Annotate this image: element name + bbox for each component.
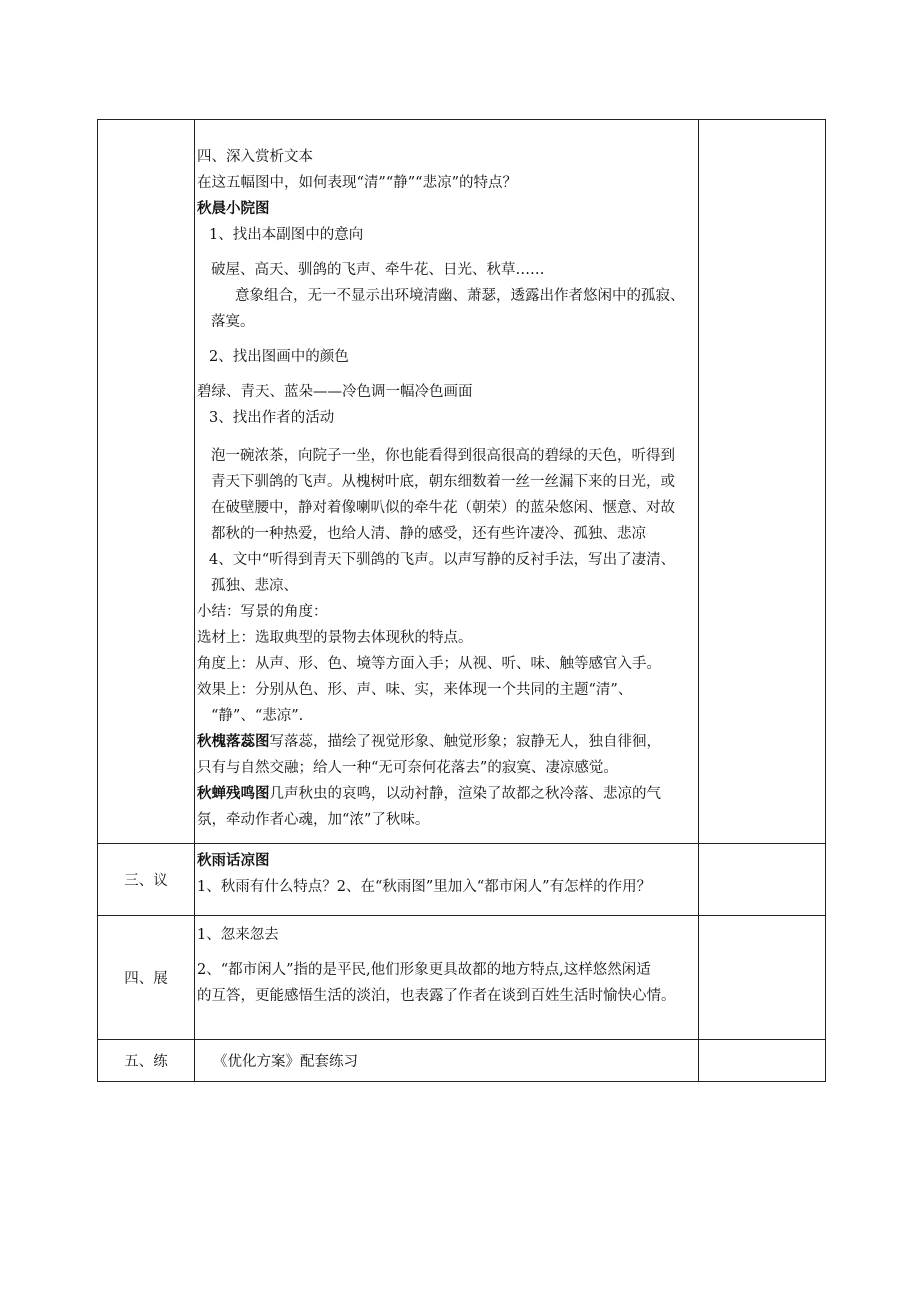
guiding-question: 在这五幅图中，如何表现“清”“静”“悲凉”的特点？ xyxy=(197,175,517,191)
notes-cell xyxy=(699,1040,826,1082)
summary-line: 选材上：选取典型的景物去体现秋的特点。 xyxy=(197,630,473,646)
content-cell xyxy=(195,844,699,916)
body-line: 意象组合，无一不显示出环境清幽、萧瑟，透露出作者悠闲中的孤寂、 xyxy=(235,288,685,304)
stage-label: 三、议 xyxy=(98,844,195,916)
body-line: 4、文中“听得到青天下驯鸽的飞声。以声写静的反衬手法，写出了凄清、 xyxy=(209,552,676,568)
answer-line: 1、忽来忽去 xyxy=(197,927,279,943)
section-heading: 四、深入赏析文本 xyxy=(197,149,313,165)
task-line: 3、找出作者的活动 xyxy=(209,410,335,426)
table-row xyxy=(98,916,826,1040)
summary-line: “静”、“悲凉”. xyxy=(211,708,304,724)
lesson-plan-table xyxy=(97,119,826,1082)
subheading: 秋晨小院图 xyxy=(197,200,270,217)
table-row xyxy=(98,844,826,916)
body-line: 在破壁腰中，静对着像喇叭似的牵牛花（朝荣）的蓝朵悠闲、惬意、对故 xyxy=(211,500,675,516)
table-row xyxy=(98,1040,826,1082)
question-line: 1、秋雨有什么特点？2、在“秋雨图”里加入“都市闲人”有怎样的作用？ xyxy=(197,879,652,895)
content-cell xyxy=(195,916,699,1040)
body-line: 破屋、高天、驯鸽的飞声、牵牛花、日光、秋草…… xyxy=(211,262,545,278)
body-line: 泡一碗浓茶，向院子一坐，你也能看得到很高很高的碧绿的天色，听得到 xyxy=(211,448,675,464)
table-row xyxy=(98,120,826,844)
task-line: 1、找出本副图中的意向 xyxy=(209,227,364,243)
stage-label: 四、展 xyxy=(98,916,195,1040)
answer-line: 2、“都市闲人”指的是平民,他们形象更具故都的地方特点,这样悠然闲适 xyxy=(197,962,651,978)
notes-cell xyxy=(699,120,826,844)
summary-heading: 小结：写景的角度： xyxy=(197,604,328,620)
body-line: 青天下驯鸽的飞声。从槐树叶底，朝东细数着一丝一丝漏下来的日光，或 xyxy=(211,474,675,490)
task-line: 2、找出图画中的颜色 xyxy=(209,349,349,365)
practice-text: 《优化方案》配套练习 xyxy=(213,1054,358,1070)
body-line: 只有与自然交融；给人一种“无可奈何花落去”的寂寞、凄凉感觉。 xyxy=(197,760,618,776)
content-cell xyxy=(195,120,699,844)
summary-line: 效果上：分别从色、形、声、味、实，来体现一个共同的主题“清”、 xyxy=(197,682,633,698)
stage-label: 五、练 xyxy=(98,1040,195,1082)
notes-cell xyxy=(699,844,826,916)
content-cell xyxy=(195,1040,699,1082)
answer-line: 的互答，更能感悟生活的淡泊，也表露了作者在谈到百姓生活时愉快心情。 xyxy=(197,988,676,1004)
body-line: 都秋的一种热爱，也给人清、静的感受，还有些许凄冷、孤独、悲凉 xyxy=(211,526,646,542)
body-line: 氛，牵动作者心魂，加“浓”了秋味。 xyxy=(197,812,430,828)
body-line: 碧绿、青天、蓝朵——冷色调一幅冷色画面 xyxy=(197,384,473,400)
body-line: 落寞。 xyxy=(211,314,255,330)
body-line: 秋蝉残鸣图几声秋虫的哀鸣，以动衬静，渲染了故都之秋冷落、悲凉的气 xyxy=(197,785,661,802)
body-line: 秋槐落蕊图写落蕊，描绘了视觉形象、触觉形象；寂静无人，独自徘徊， xyxy=(197,733,661,750)
body-line: 孤独、悲凉、 xyxy=(211,578,298,594)
subheading: 秋雨话凉图 xyxy=(197,852,270,869)
section-deep-analysis xyxy=(195,120,698,843)
summary-line: 角度上：从声、形、色、境等方面入手；从视、听、味、触等感官入手。 xyxy=(197,656,661,672)
notes-cell xyxy=(699,916,826,1040)
stage-cell-empty xyxy=(98,120,195,844)
